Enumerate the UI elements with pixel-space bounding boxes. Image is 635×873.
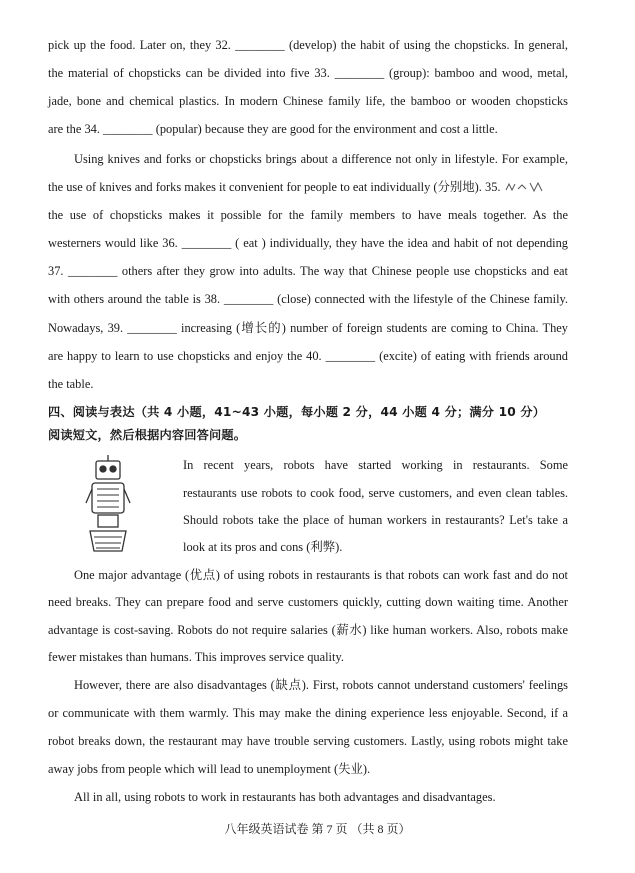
cloze-line-5: Using knives and forks or chopsticks brings about a difference not only in lifestyle. For example, <box>74 152 568 166</box>
intro-line-2: restaurants use robots to cook food, serve customers, and even clean tables. <box>183 486 568 500</box>
cloze-line-9: 37. ________ others after they grow into adults. The way that Chinese people use chopsticks and eat <box>48 264 568 278</box>
cloze-line-4: are the 34. ________ (popular) because they are good for the environment and cost a little. <box>48 122 498 136</box>
robot-illustration <box>84 455 132 555</box>
cloze-line-6: the use of knives and forks makes it convenient for people to eat individually (分别地). 35. <box>48 180 501 194</box>
scribble-mark <box>504 181 544 193</box>
body-line-7: robot breaks down, the restaurant may have trouble serving customers. Lastly, using robots might take <box>48 734 568 748</box>
page-footer: 八年级英语试卷 第 7 页 （共 8 页） <box>224 822 411 836</box>
cloze-line-7: the use of chopsticks makes it possible for the family members to have meals together. As the <box>48 208 568 222</box>
cloze-line-13: the table. <box>48 377 94 391</box>
cloze-line-2: the material of chopsticks can be divided into five 33. ________ (group): bamboo and wood, metal, <box>48 66 568 80</box>
cloze-line-1: pick up the food. Later on, they 32. ________ (develop) the habit of using the chopsticks. In general, <box>48 38 568 52</box>
body-line-3: advantage is cost-saving. Robots do not require salaries (薪水) like human workers. Also, robots make <box>48 623 568 637</box>
body-line-8: away jobs from people which will lead to unemployment (失业). <box>48 762 371 776</box>
cloze-line-3: jade, bone and chemical plastics. In modern Chinese family life, the bamboo or wooden chopsticks <box>48 94 568 108</box>
section-instruction: 阅读短文，然后根据内容回答问题。 <box>48 428 247 442</box>
body-line-5: However, there are also disadvantages (缺点). First, robots cannot understand customers' feelings <box>74 678 568 692</box>
intro-line-1: In recent years, robots have started working in restaurants. Some <box>183 458 568 472</box>
body-line-2: need breaks. They can prepare food and serve customers quickly, cutting down waiting time. Another <box>48 595 568 609</box>
body-line-4: fewer mistakes than humans. This improves service quality. <box>48 650 344 664</box>
cloze-line-11: Nowadays, 39. ________ increasing (增长的) number of foreign students are coming to China. They <box>48 321 568 335</box>
cloze-line-12: are happy to learn to use chopsticks and enjoy the 40. ________ (excite) of eating with friends around <box>48 349 568 363</box>
body-line-1: One major advantage (优点) of using robots in restaurants is that robots can work fast and do not <box>74 568 568 582</box>
intro-line-3: Should robots take the place of human workers in restaurants? Let's take a <box>183 513 568 527</box>
intro-line-4: look at its pros and cons (利弊). <box>183 540 343 554</box>
section-heading: 四、阅读与表达（共 4 小题，41~43 小题，每小题 2 分，44 小题 4 分；满分 10 分） <box>48 405 546 419</box>
body-line-9: All in all, using robots to work in restaurants has both advantages and disadvantages. <box>74 790 496 804</box>
cloze-line-8: westerners would like 36. ________ ( eat ) individually, they have the idea and habit of not depending <box>48 236 568 250</box>
cloze-line-10: with others around the table is 38. ________ (close) connected with the lifestyle of the Chinese family. <box>48 292 568 306</box>
cloze-line-6-wrap <box>48 179 568 195</box>
body-line-6: or communicate with them warmly. This may make the dining experience less enjoyable. Second, if a <box>48 706 568 720</box>
